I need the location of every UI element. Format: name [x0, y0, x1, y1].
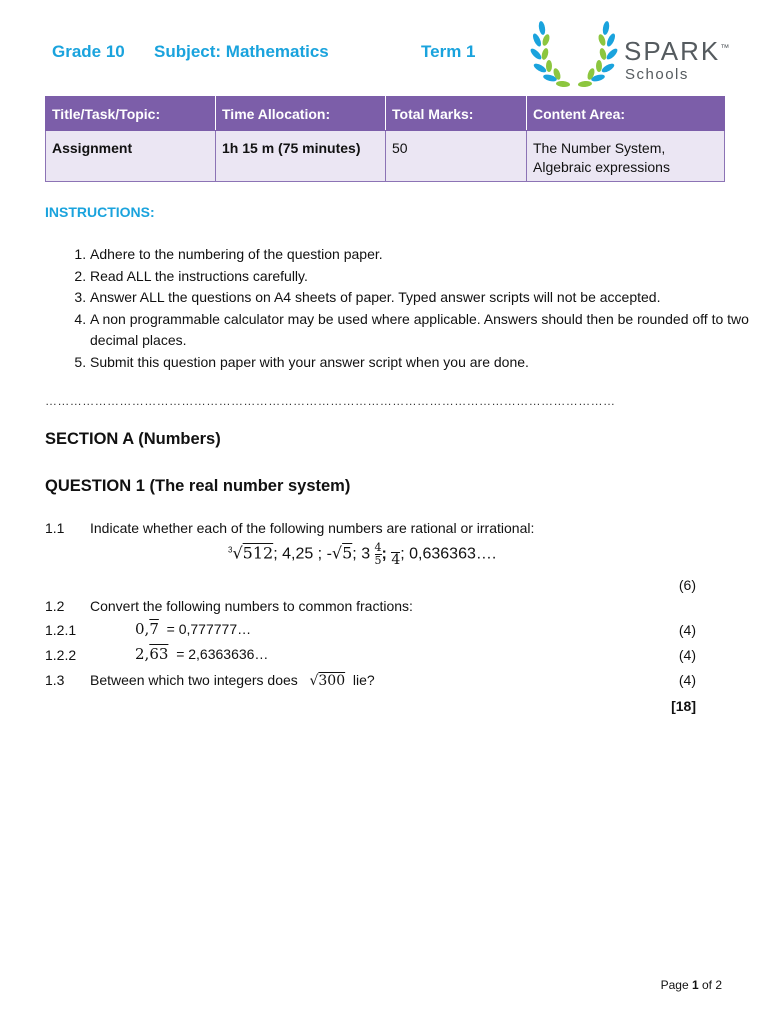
decimal-expansion: = 0,777777…	[166, 621, 252, 637]
list-item: 2. Read ALL the instructions carefully.	[90, 266, 750, 288]
table-header-title: Title/Task/Topic:	[46, 97, 216, 131]
page-number	[661, 978, 722, 992]
question-total: [18]	[671, 698, 696, 714]
question-marks: (4)	[678, 647, 696, 663]
fraction-numerator: 4	[374, 541, 382, 554]
question-marks: (6)	[678, 577, 696, 593]
table-header-row	[46, 97, 725, 131]
subquestion-number: 1.2.1	[45, 622, 77, 638]
cell-time: 1h 15 m (75 minutes)	[216, 131, 386, 182]
fraction-numerator	[391, 542, 400, 552]
dotted-separator: …………………………………………………………………………………………………………………………	[45, 394, 616, 406]
expr-separator: ; 3	[352, 545, 371, 563]
mixed-fraction	[375, 542, 382, 567]
cell-content-line2: Algebraic expressions	[533, 159, 670, 175]
table-header-time: Time Allocation:	[216, 97, 386, 131]
cell-marks: 50	[386, 131, 527, 182]
radical-sign: √	[232, 543, 243, 563]
subquestion-expression	[135, 620, 251, 638]
question-text: Convert the following numbers to common fractions:	[90, 598, 413, 614]
page-suffix: of 2	[698, 978, 722, 992]
list-item: 5. Submit this question paper with your answer script when you are done.	[90, 352, 750, 374]
radical-sign: √	[309, 673, 319, 689]
laurel-wreath-icon	[528, 20, 620, 94]
table-row	[46, 131, 725, 182]
list-item: 1. Adhere to the numbering of the question paper.	[90, 244, 750, 266]
sqrt-radicand: 5	[342, 543, 353, 563]
assignment-info-table	[45, 96, 725, 182]
cell-title: Assignment	[46, 131, 216, 182]
question-marks: (4)	[678, 622, 696, 638]
cube-root-index: 3	[228, 545, 233, 555]
instructions-heading: INSTRUCTIONS:	[45, 204, 155, 220]
list-item: 3. Answer ALL the questions on A4 sheets of paper. Typed answer scripts will not be accepted.	[90, 287, 750, 309]
question-text	[90, 672, 375, 689]
cell-content-line1: The Number System,	[533, 140, 666, 156]
question-text-after: lie?	[352, 672, 375, 688]
subquestion-number: 1.2.2	[45, 647, 77, 663]
question-marks: (4)	[678, 672, 696, 688]
list-item: 4. A non programmable calculator may be used where applicable. Answers should then be rounded off to two decimal places.	[90, 309, 750, 352]
question-number: 1.2	[45, 598, 65, 614]
term-label: Term 1	[421, 42, 476, 61]
fraction-denominator: 5	[374, 554, 382, 567]
repeating-digits: 63	[149, 645, 169, 663]
logo-name: SPARK	[624, 36, 721, 66]
radical-sign: √	[331, 543, 343, 563]
decimal-integer: 0,	[135, 620, 150, 638]
repeating-digits: 7	[149, 620, 159, 638]
current-page: 1	[691, 978, 699, 992]
logo-trademark: ™	[720, 42, 730, 53]
question-text: Indicate whether each of the following numbers are rational or irrational:	[90, 520, 535, 536]
question-text-before: Between which two integers does	[90, 672, 298, 688]
expr-separator: ; 0,636363….	[400, 545, 497, 563]
table-header-marks: Total Marks:	[386, 97, 527, 131]
cube-radicand: 512	[242, 543, 274, 563]
expr-separator: ; 4,25 ; -	[273, 545, 332, 563]
section-title: SECTION A (Numbers)	[45, 430, 221, 448]
math-expression	[228, 542, 496, 567]
instructions-list	[62, 244, 750, 373]
decimal-expansion: = 2,6363636…	[176, 646, 269, 662]
logo-subtitle: Schools	[625, 66, 689, 83]
decimal-integer: 2,	[135, 645, 150, 663]
expr-separator: ;	[381, 545, 387, 563]
grade-label: Grade 10	[52, 42, 125, 61]
table-header-content: Content Area:	[527, 97, 725, 131]
fraction-denominator: 4	[391, 552, 401, 568]
fraction	[391, 542, 400, 567]
subject-label: Subject: Mathematics	[154, 42, 329, 61]
cell-content	[527, 131, 725, 182]
question-number: 1.1	[45, 520, 65, 536]
page-prefix: Page	[660, 978, 692, 992]
subquestion-expression	[135, 645, 268, 663]
question-number: 1.3	[45, 672, 65, 688]
sqrt-radicand: 300	[318, 673, 346, 689]
logo-wordmark	[624, 36, 729, 67]
question-title: QUESTION 1 (The real number system)	[45, 477, 351, 495]
